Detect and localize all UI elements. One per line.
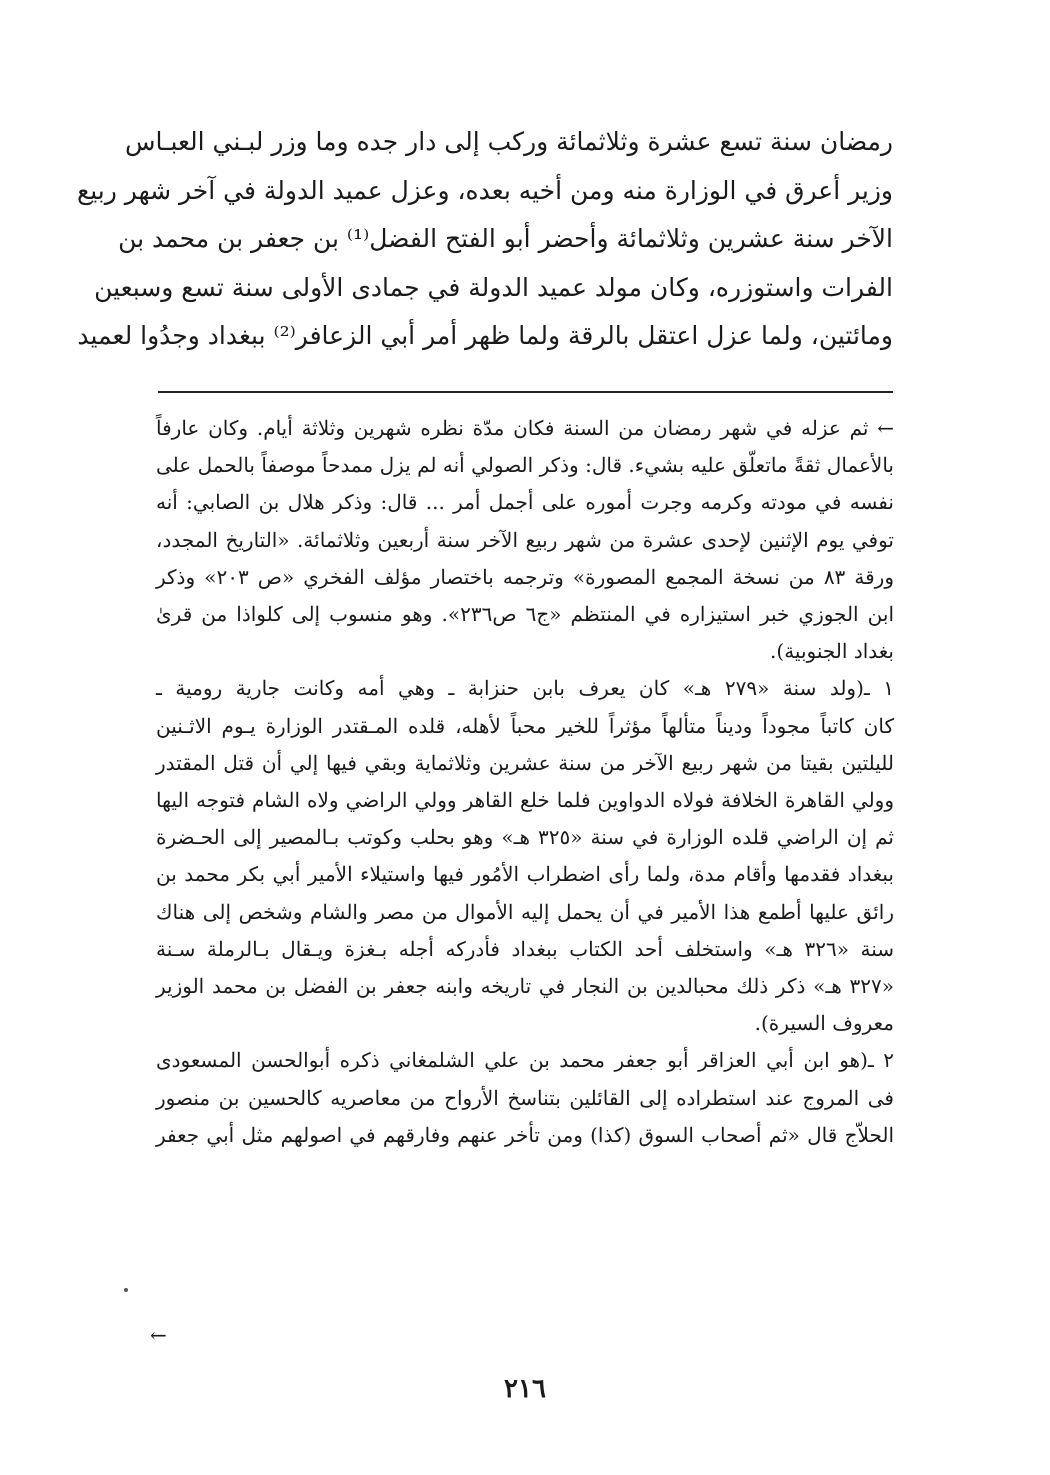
footnote-1-line: ببغداد فقدمها وأقام مدة، ولما رأى اضطراب الأمُور فيها واستيلاء الأمير أبي بكر محمد بن bbox=[156, 862, 894, 887]
footnote-2-line: فى المروج عند استطراده إلى القائلين بتناسخ الأرواح من معاصريه كالحسين بن منصور bbox=[156, 1085, 894, 1110]
main-line: الفرات واستوزره، وكان مولد عميد الدولة في جمادى الأولى سنة تسع وسبعين bbox=[94, 272, 893, 302]
footnote-1-line: لليلتين بقيتا من شهر ربيع الآخر من سنة عشرين وثلاثماية وبقي فيها إلي أن قتل المقتدر bbox=[156, 750, 894, 775]
footnote-continuation-line: ورقة ٨٣ من نسخة المجمع المصورة» وترجمه باختصار مؤلف الفخري «ص ٢٠٣» وذكر bbox=[156, 564, 894, 589]
footnote-1-line: ١ ـ(ولد سنة «٢٧٩ هـ» كان يعرف بابن حنزابة ـ وهي أمه وكانت جارية رومية ـ bbox=[156, 676, 894, 701]
margin-dot bbox=[124, 1288, 128, 1292]
footnote-2-line: الحلاّج قال «ثم أصحاب السوق (كذا) ومن تأخر عنهم وفارقهم في اصولهم مثل أبي جعفر bbox=[156, 1122, 894, 1147]
footnote-separator bbox=[158, 391, 893, 393]
footnote-1-line: كان كاتباً مجوداً وديناً متألهاً مؤثراً للخير محباً لأهله، قلده المـقتدر الوزارة يـوم الاثـنين bbox=[156, 713, 894, 738]
main-line: رمضان سنة تسع عشرة وثلاثمائة وركب إلى دار جده وما وزر لبـني العبـاس bbox=[124, 127, 893, 156]
footnote-continuation-line: ← ثم عزله في شهر رمضان من السنة فكان مدّة نظره شهرين وثلاثة أيام. وكان عارفاً bbox=[156, 416, 894, 440]
footnote-continuation-line: بالأعمال ثقةً ماتعلّق عليه بشيء. قال: وذكر الصولي أنه لم يزل ممدحاً موصفاً بالحمل على bbox=[156, 453, 894, 478]
footnote-1-line: وولي القاهرة الخلافة فولاه الدواوين فلما خلع القاهر وولي الراضي ولاه الشام فتوجه اليها bbox=[156, 788, 894, 813]
footnote-1-line: سنة «٣٢٦ هـ» واستخلف أحد الكتاب ببغداد فأدركه أجله بـغزة ويـقال بـالرملة سـنة bbox=[156, 936, 894, 961]
footnote-continuation-line: بغداد الجنوبية). bbox=[770, 639, 894, 664]
footnote-2-line: ٢ ـ(هو ابن أبي العزاقر أبو جعفر محمد بن علي الشلمغاني ذكره أبوالحسن المسعودى bbox=[156, 1048, 895, 1073]
footnote-continuation-line: توفي يوم الإثنين لإحدى عشرة من شهر ربيع الآخر سنة أربعين وثلاثمائة. «التاريخ المجدد، bbox=[156, 527, 895, 552]
page-number: ٢١٦ bbox=[504, 1374, 546, 1404]
main-body-text bbox=[76, 118, 893, 361]
footnotes bbox=[156, 410, 894, 1154]
main-line: وزير أعرق في الوزارة منه ومن أخيه بعده، وعزل عميد الدولة في آخر شهر ربيع bbox=[76, 175, 893, 205]
footnote-continuation-line: نفسه في مودته وكرمه وجرت أموره على أجمل أمر ... قال: وذكر هلال بن الصابي: أنه bbox=[156, 490, 894, 515]
footnote-1-line: معروف السيرة). bbox=[754, 1011, 894, 1036]
continuation-arrow-icon: ← bbox=[150, 1323, 167, 1347]
footnote-1-line: ثم إن الراضي قلده الوزارة في سنة «٣٢٥ هـ» وهو بحلب وكوتب بـالمصير إلى الحـضرة bbox=[156, 825, 894, 850]
footnote-1-line: رائق عليها أطمع هذا الأمير في أن يحمل إليه الأموال من مصر والشام وشخص إلى هناك bbox=[156, 899, 894, 924]
footnote-1-line: «٣٢٧ هـ» ذكر ذلك محبالدين بن النجار في تاريخه وابنه جعفر بن الفضل بن محمد الوزير bbox=[156, 974, 894, 999]
main-line: ومائتين، ولما عزل اعتقل بالرقة ولما ظهر أمر أبي الزعافر⁽²⁾ ببغداد وجدُوا لعميد bbox=[77, 321, 893, 350]
main-line: الآخر سنة عشرين وثلاثمائة وأحضر أبو الفتح الفضل⁽¹⁾ بن جعفر بن محمد بن bbox=[118, 224, 893, 253]
footnote-continuation-line: ابن الجوزي خبر استيزاره في المنتظم «ج٦ ص٢٣٦». وهو منسوب إلى كلواذا من قرىٰ bbox=[156, 602, 895, 627]
